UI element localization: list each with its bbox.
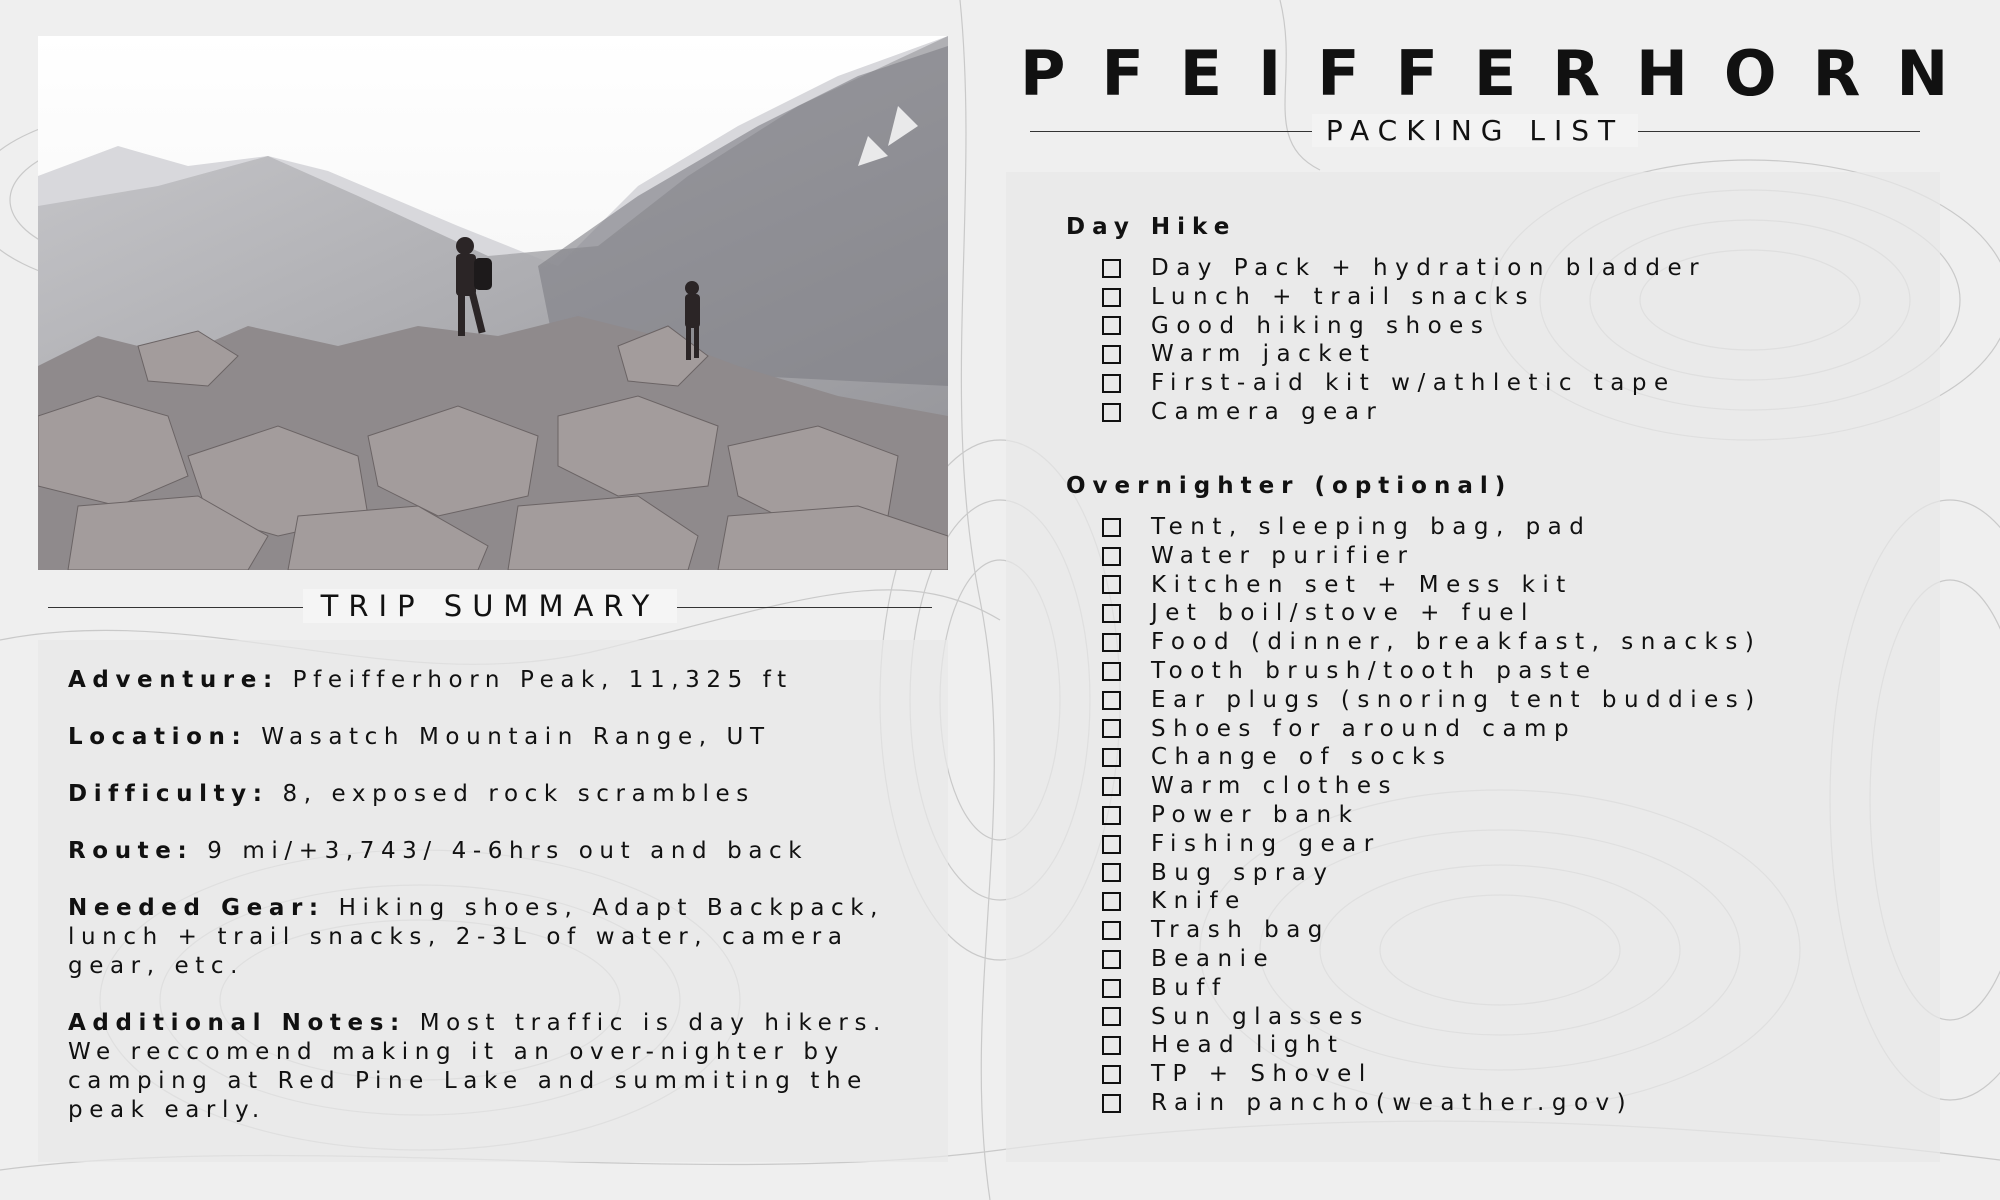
checklist-item-label: Tent, sleeping bag, pad — [1151, 514, 1592, 540]
overnighter-title: Overnighter (optional) — [1066, 473, 1513, 499]
checkbox[interactable] — [1102, 1065, 1121, 1084]
overnighter-checklist — [1066, 513, 1926, 1118]
page-title: PFEIFFERHORN — [1020, 37, 1985, 110]
location-label: Location: — [68, 724, 248, 750]
checklist-item-label: Jet boil/stove + fuel — [1151, 600, 1535, 627]
difficulty-row — [68, 780, 908, 809]
difficulty-value: 8, exposed rock scrambles — [282, 781, 755, 807]
checklist-item-label: Bug spray — [1151, 859, 1335, 886]
packing-list-subtitle-text: PACKING LIST — [1312, 114, 1638, 147]
checklist-item[interactable] — [1102, 1003, 1926, 1032]
checklist-item[interactable] — [1102, 312, 1926, 341]
adventure-label: Adventure: — [68, 667, 279, 693]
checklist-item[interactable] — [1102, 283, 1926, 312]
additional-notes-row — [68, 1009, 908, 1125]
checkbox[interactable] — [1102, 921, 1121, 940]
checklist-item[interactable] — [1102, 340, 1926, 369]
route-row — [68, 837, 908, 866]
checklist-item[interactable] — [1102, 743, 1926, 772]
checkbox[interactable] — [1102, 316, 1121, 335]
checklist-item[interactable] — [1102, 801, 1926, 830]
checklist-item[interactable] — [1102, 254, 1926, 283]
checklist-item-label: TP + Shovel — [1151, 1061, 1373, 1088]
checkbox[interactable] — [1102, 1007, 1121, 1026]
checkbox[interactable] — [1102, 892, 1121, 911]
checkbox[interactable] — [1102, 979, 1121, 998]
checkbox[interactable] — [1102, 345, 1121, 364]
needed-gear-label: Needed Gear: — [68, 895, 325, 921]
route-value: 9 mi/+3,743/ 4-6hrs out and back — [207, 838, 809, 864]
checklist-item-label: Day Pack + hydration bladder — [1151, 255, 1707, 281]
checklist-item[interactable] — [1102, 830, 1926, 859]
checklist-item-label: Warm jacket — [1151, 341, 1377, 368]
checklist-item[interactable] — [1102, 1060, 1926, 1089]
checklist-item[interactable] — [1102, 542, 1926, 571]
checklist-item-label: Tooth brush/tooth paste — [1151, 657, 1598, 684]
checklist-item-label: Head light — [1151, 1032, 1345, 1059]
checklist-item[interactable] — [1102, 859, 1926, 888]
overnighter-section — [1066, 473, 1926, 1118]
checkbox[interactable] — [1102, 662, 1121, 681]
location-row — [68, 723, 908, 752]
checkbox[interactable] — [1102, 1094, 1121, 1113]
checkbox[interactable] — [1102, 575, 1121, 594]
checklist-item-label: Beanie — [1151, 945, 1276, 972]
checkbox[interactable] — [1102, 633, 1121, 652]
checklist-item[interactable] — [1102, 657, 1926, 686]
day-hike-section — [1066, 214, 1926, 427]
checklist-item-label: Shoes for around camp — [1151, 715, 1577, 742]
trip-summary-heading-text: TRIP SUMMARY — [303, 589, 678, 623]
checklist-item[interactable] — [1102, 772, 1926, 801]
day-hike-title: Day Hike — [1066, 214, 1237, 240]
checklist-item[interactable] — [1102, 571, 1926, 600]
checkbox[interactable] — [1102, 259, 1121, 278]
checkbox[interactable] — [1102, 403, 1121, 422]
checklist-item[interactable] — [1102, 628, 1926, 657]
needed-gear-value: Hiking shoes, Adapt Backpack, lunch + trail snacks, 2-3L of water, camera gear, etc. — [68, 895, 885, 979]
checklist-item[interactable] — [1102, 599, 1926, 628]
checklist-item-label: Fishing gear — [1151, 830, 1381, 857]
checkbox[interactable] — [1102, 806, 1121, 825]
trip-summary-details — [68, 666, 908, 1153]
checkbox[interactable] — [1102, 719, 1121, 738]
hero-photo-hikers-on-rocks — [38, 36, 948, 570]
checkbox[interactable] — [1102, 835, 1121, 854]
checklist-item[interactable] — [1102, 686, 1926, 715]
checklist-item-label: Warm clothes — [1151, 773, 1398, 800]
additional-notes-label: Additional Notes: — [68, 1010, 406, 1036]
route-label: Route: — [68, 838, 194, 864]
needed-gear-row — [68, 894, 908, 981]
checklist-item-label: Buff — [1151, 974, 1228, 1001]
checklist-item[interactable] — [1102, 887, 1926, 916]
checkbox[interactable] — [1102, 288, 1121, 307]
checklist-item-label: Kitchen set + Mess kit — [1151, 571, 1573, 598]
checklist-item[interactable] — [1102, 945, 1926, 974]
checklist-item-label: Power bank — [1151, 801, 1360, 828]
checkbox[interactable] — [1102, 691, 1121, 710]
checklist-item-label: Rain pancho(weather.gov) — [1151, 1089, 1634, 1116]
checklist-item-label: Good hiking shoes — [1151, 312, 1491, 339]
packing-list-subtitle — [1030, 112, 1920, 152]
adventure-row — [68, 666, 908, 695]
checkbox[interactable] — [1102, 863, 1121, 882]
checklist-item-label: Camera gear — [1151, 398, 1384, 425]
checklist-item-label: Change of socks — [1151, 744, 1453, 771]
checklist-item-label: Water purifier — [1151, 542, 1415, 569]
checklist-item[interactable] — [1102, 369, 1926, 398]
checklist-item-label: Knife — [1151, 888, 1247, 915]
checklist-item-label: Sun glasses — [1151, 1003, 1370, 1030]
checkbox[interactable] — [1102, 374, 1121, 393]
adventure-value: Pfeifferhorn Peak, 11,325 ft — [292, 667, 793, 693]
checkbox[interactable] — [1102, 1036, 1121, 1055]
checkbox[interactable] — [1102, 518, 1121, 537]
checklist-item-label: Food (dinner, breakfast, snacks) — [1151, 629, 1762, 656]
checklist-item-label: First-aid kit w/athletic tape — [1151, 370, 1676, 397]
checklist-item-label: Lunch + trail snacks — [1151, 283, 1535, 310]
checkbox[interactable] — [1102, 748, 1121, 767]
checklist-item[interactable] — [1102, 916, 1926, 945]
checkbox[interactable] — [1102, 950, 1121, 969]
checkbox[interactable] — [1102, 604, 1121, 623]
difficulty-label: Difficulty: — [68, 781, 269, 807]
checklist-item[interactable] — [1102, 715, 1926, 744]
checklist-item-label: Ear plugs (snoring tent buddies) — [1151, 686, 1762, 713]
checklist-item[interactable] — [1102, 1031, 1926, 1060]
additional-notes-value: Most traffic is day hikers. We reccomend making it an over-nighter by camping at Red Pine Lake and summiting the peak early. — [68, 1010, 887, 1123]
checklist-item[interactable] — [1102, 1089, 1926, 1118]
checkbox[interactable] — [1102, 547, 1121, 566]
checklist-item[interactable] — [1102, 398, 1926, 427]
day-hike-checklist — [1066, 254, 1926, 427]
checklist-item[interactable] — [1102, 513, 1926, 542]
checklist-item[interactable] — [1102, 974, 1926, 1003]
checklist-item-label: Trash bag — [1151, 917, 1330, 944]
checkbox[interactable] — [1102, 777, 1121, 796]
location-value: Wasatch Mountain Range, UT — [261, 724, 771, 750]
trip-summary-heading — [48, 585, 932, 629]
